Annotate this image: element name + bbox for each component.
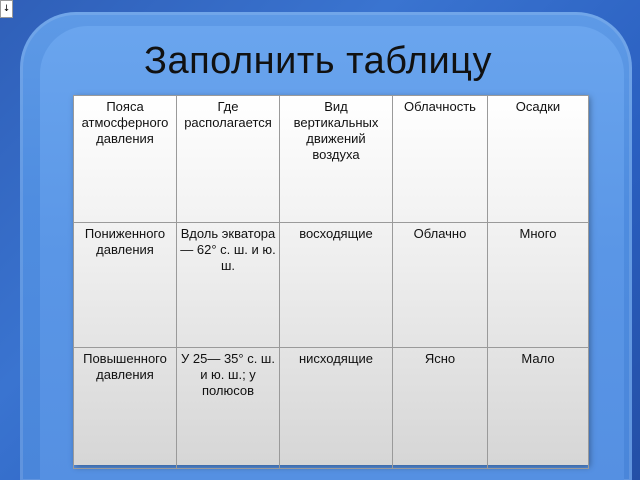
table-cell: У 25— 35° с. ш. и ю. ш.; у полюсов bbox=[177, 348, 280, 469]
table-cell: восходящие bbox=[280, 223, 393, 348]
table-cell: Облачно bbox=[393, 223, 488, 348]
slide-title: Заполнить таблицу bbox=[144, 40, 492, 82]
table-cell: нисходящие bbox=[280, 348, 393, 469]
table-cell: Много bbox=[488, 223, 589, 348]
header-cell-belts: Пояса атмосферного давления bbox=[74, 96, 177, 223]
table-cell: Вдоль экватора — 62° с. ш. и ю. ш. bbox=[177, 223, 280, 348]
pressure-belts-table bbox=[73, 95, 589, 469]
table-row bbox=[74, 348, 589, 469]
header-cell-vertical-motion: Вид вертикальных движений воздуха bbox=[280, 96, 393, 223]
arrow-down-icon[interactable]: ↓ bbox=[0, 0, 13, 18]
table-cell: Ясно bbox=[393, 348, 488, 469]
header-cell-precipitation: Осадки bbox=[488, 96, 589, 223]
table-cell: Мало bbox=[488, 348, 589, 469]
table-cell: Повышенного давления bbox=[74, 348, 177, 469]
data-table-container bbox=[73, 95, 588, 465]
header-cell-location: Где располагается bbox=[177, 96, 280, 223]
table-cell: Пониженного давления bbox=[74, 223, 177, 348]
header-cell-cloudiness: Облачность bbox=[393, 96, 488, 223]
table-row bbox=[74, 223, 589, 348]
table-header-row bbox=[74, 96, 589, 223]
